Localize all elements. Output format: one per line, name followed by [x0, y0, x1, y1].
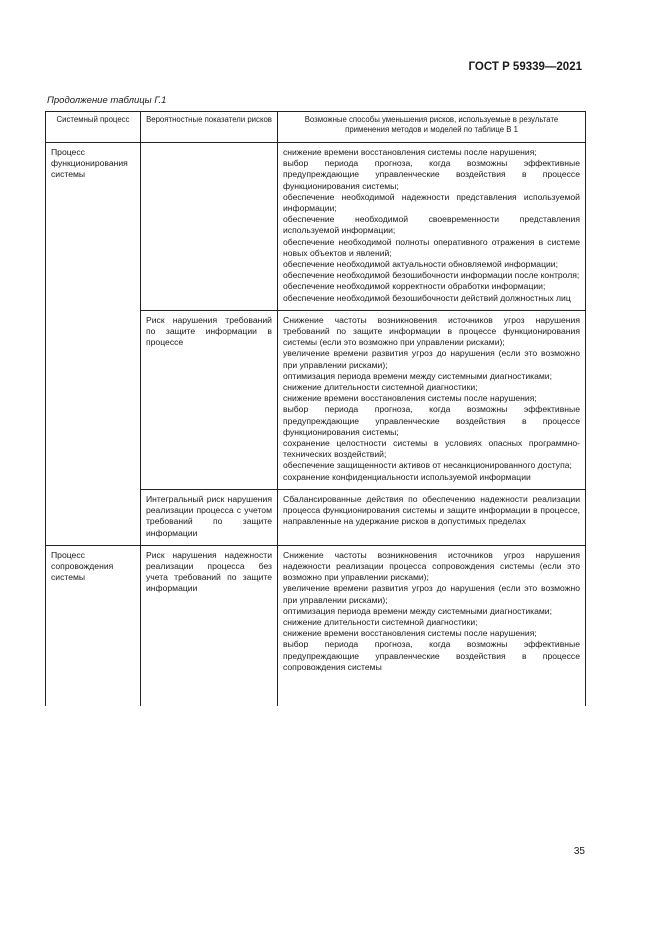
method-item: снижение времени восстановления системы после нарушения; — [283, 393, 537, 404]
methods-cell — [278, 310, 586, 489]
method-item: обеспечение необходимой надежности представления используемой информации; — [283, 191, 580, 214]
method-item: Снижение частоты возникновения источников угроз нарушения требований по защите информации в процессе функционирования системы (если это возможно при управлении рисками); — [283, 314, 580, 348]
indicator-text: Риск нарушения надежности реализации процесса без учета требований по защите информации — [146, 549, 272, 594]
method-item: снижение времени восстановления системы после нарушения; — [283, 147, 537, 157]
method-item: выбор периода прогноза, когда возможны эффективные предупреждающие управленческие воздействия в процессе функционирования системы; — [283, 404, 580, 437]
method-item: обеспечение необходимой актуальности обновляемой информации; — [283, 259, 558, 270]
method-item: оптимизация периода времени между системными диагностиками; — [283, 605, 552, 616]
method-item: снижение длительности системной диагностики; — [283, 382, 478, 393]
method-item: сохранение конфиденциальности используемой информации — [283, 471, 531, 482]
risk-table — [45, 111, 586, 706]
method-item: выбор периода прогноза, когда возможны эффективные предупреждающие управленческие воздействия в процессе функционирования системы; — [283, 158, 580, 191]
methods-cell — [278, 143, 586, 311]
indicator-cell — [141, 310, 278, 489]
table-header-row — [46, 112, 586, 143]
method-item: сохранение целостности системы в условиях опасных программно-технических воздействий; — [283, 438, 580, 460]
standard-designation: ГОСТ Р 59339—2021 — [468, 61, 582, 73]
method-item: обеспечение необходимой корректности обработки информации; — [283, 281, 546, 292]
process-cell — [46, 545, 141, 706]
process-text: Процесс функционирования системы — [51, 147, 128, 180]
column-header-indicator: Вероятностные показатели рисков — [141, 112, 278, 143]
method-item: оптимизация периода времени между системными диагностиками; — [283, 370, 552, 381]
table-caption: Продолжение таблицы Г.1 — [47, 95, 167, 106]
methods-cell — [278, 489, 586, 545]
column-header-process: Системный процесс — [46, 112, 141, 143]
indicator-text: Риск нарушения требований по защите информации в процессе — [146, 314, 272, 348]
method-item: обеспечение необходимой своевременности представления используемой информации; — [283, 214, 580, 236]
table-row — [46, 143, 586, 311]
methods-cell — [278, 545, 586, 706]
method-item: обеспечение необходимой безошибочности действий должностных лиц — [283, 292, 571, 303]
table-row — [46, 545, 586, 706]
method-item: Сбалансированные действия по обеспечению надежности реализации процесса функционирования системы и защите информации в процессе, направленные на удержание рисков в допустимых пределах — [283, 493, 580, 527]
indicator-cell — [141, 545, 278, 706]
method-item: Снижение частоты возникновения источников угроз нарушения надежности реализации процесса сопровождения системы (если это возможно при управлении рисками); — [283, 549, 580, 583]
method-item: обеспечение защищенности активов от несанкционированного доступа; — [283, 460, 572, 471]
indicator-cell — [141, 489, 278, 545]
column-header-methods: Возможные способы уменьшения рисков, используемые в результате применения методов и моделей по таблице В 1 — [278, 112, 586, 143]
method-item: увеличение времени развития угроз до нарушения (если это возможно при управлении рисками); — [283, 583, 580, 605]
method-item: обеспечение необходимой безошибочности информации после контроля; — [283, 270, 580, 281]
indicator-text: Интегральный риск нарушения реализации процесса с учетом требований по защите информации — [146, 493, 272, 538]
page-number: 35 — [573, 846, 585, 857]
process-cell — [46, 143, 141, 546]
indicator-cell — [141, 143, 278, 311]
process-text: Процесс сопровождения системы — [51, 549, 114, 583]
method-item: увеличение времени развития угроз до нарушения (если это возможно при управлении рисками); — [283, 348, 580, 370]
method-item: выбор периода прогноза, когда возможны эффективные предупреждающие управленческие воздействия в процессе сопровождения системы — [283, 639, 580, 672]
method-item: обеспечение необходимой полноты оперативного отражения в системе новых объектов и явлений; — [283, 236, 580, 258]
method-item: снижение времени восстановления системы после нарушения; — [283, 628, 537, 639]
method-item: снижение длительности системной диагностики; — [283, 616, 478, 627]
